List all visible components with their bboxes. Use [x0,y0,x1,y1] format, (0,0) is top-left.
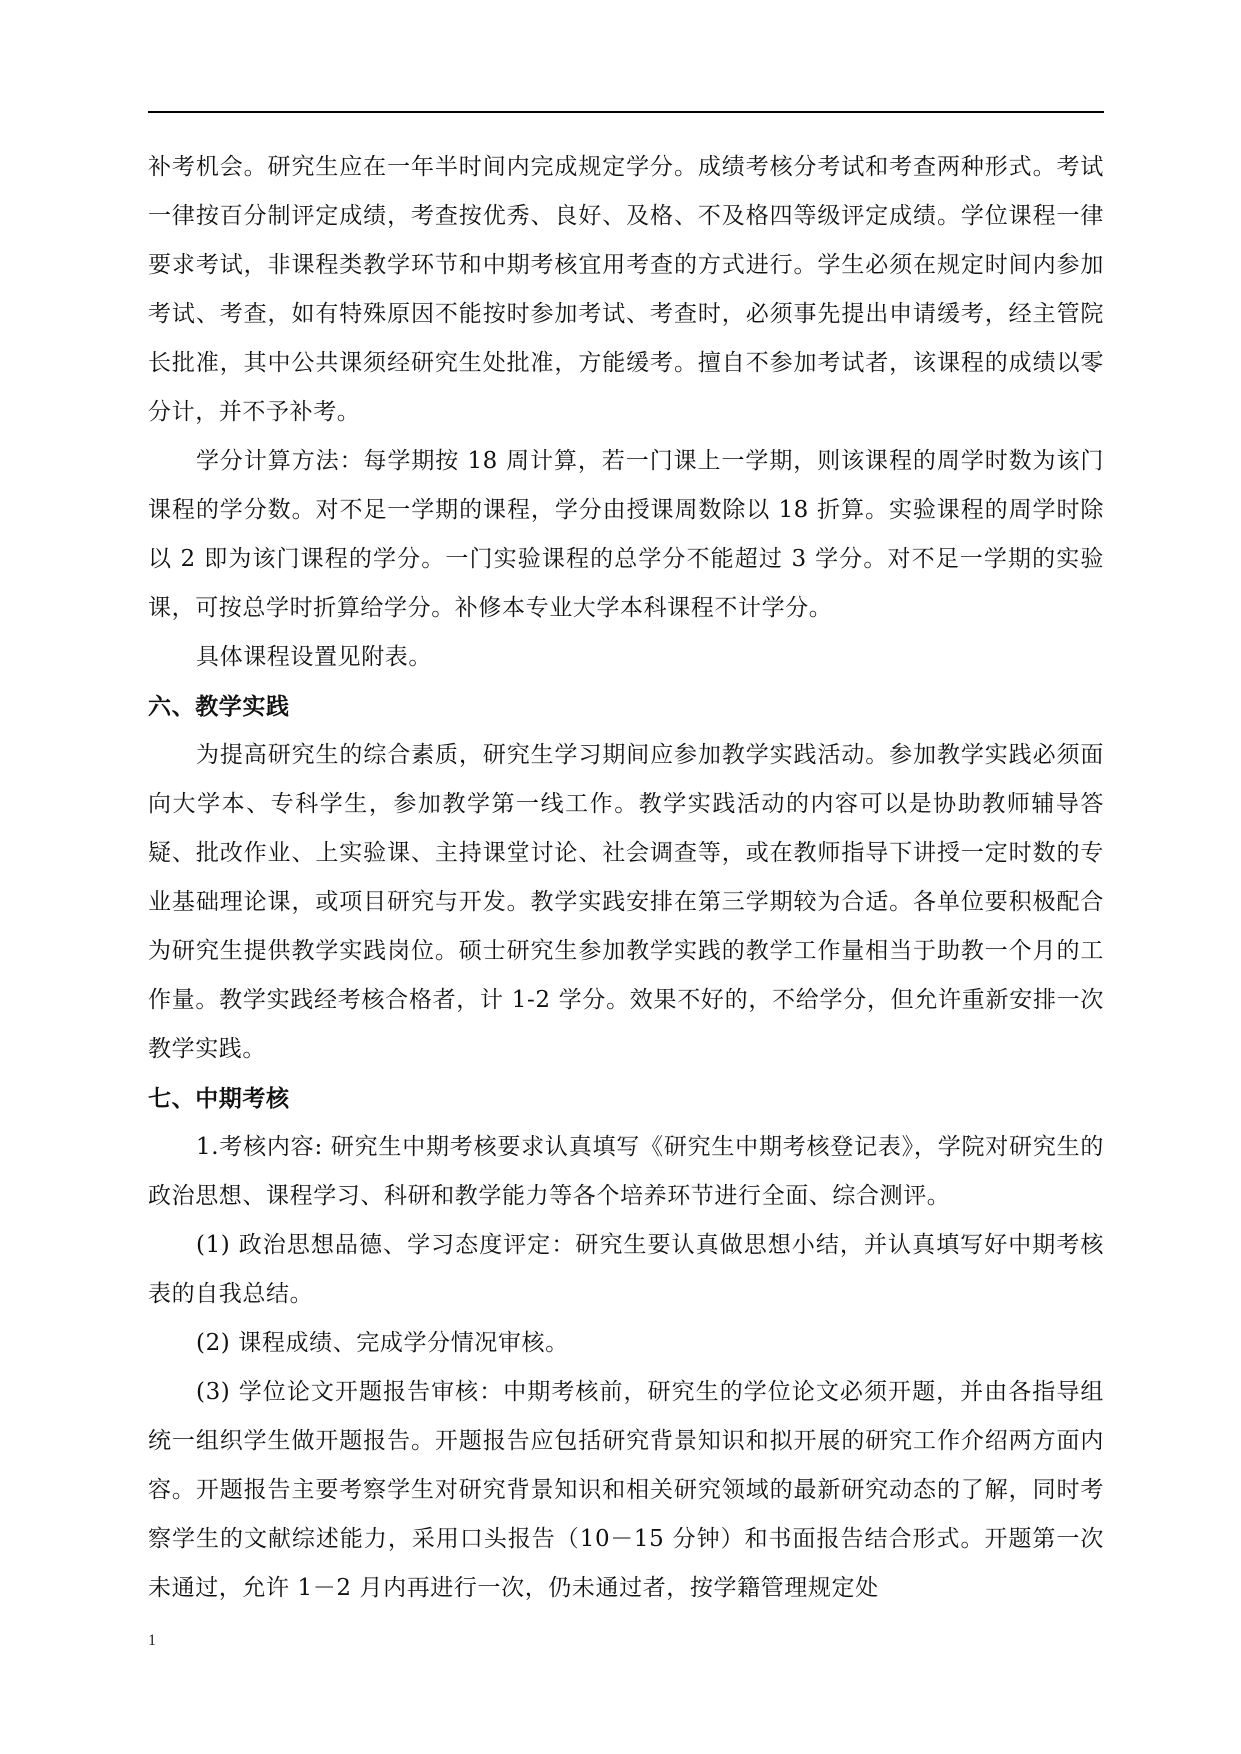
paragraph-item-2: (2) 课程成绩、完成学分情况审核。 [196,1330,569,1356]
paragraph-item-1: (1) 政治思想品德、学习态度评定：研究生要认真做思想小结，并认真填写好中期考核表的自我总结。 [148,1232,1104,1307]
header-rule [148,111,1104,113]
paragraph-review-content: 1.考核内容: 研究生中期考核要求认真填写《研究生中期考核登记表》，学院对研究生的政治思想、课程学习、科研和教学能力等各个培养环节进行全面、综合测评。 [148,1134,1104,1209]
section-heading-midterm-review: 七、中期考核 [148,1085,290,1112]
document-body [148,143,1104,1613]
section-heading-teaching-practice: 六、教学实践 [148,693,290,720]
paragraph-credit-calculation: 学分计算方法：每学期按 18 周计算，若一门课上一学期，则该课程的周学时数为该门课程的学分数。对不足一学期的课程，学分由授课周数除以 18 折算。实验课程的周学时除以 2 即为该门课程的学分。一门实验课程的总学分不能超过 3 学分。对不足一学期的实验课，可按总学时折算给学分。补修本专业大学本科课程不计学分。 [148,448,1104,621]
paragraph-exam-rules: 补考机会。研究生应在一年半时间内完成规定学分。成绩考核分考试和考查两种形式。考试一律按百分制评定成绩，考查按优秀、良好、及格、不及格四等级评定成绩。学位课程一律要求考试，非课程类教学环节和中期考核宜用考查的方式进行。学生必须在规定时间内参加考试、考查，如有特殊原因不能按时参加考试、考查时，必须事先提出申请缓考，经主管院长批准，其中公共课须经研究生处批准，方能缓考。擅自不参加考试者，该课程的成绩以零分计，并不予补考。 [148,154,1104,425]
paragraph-teaching-practice: 为提高研究生的综合素质，研究生学习期间应参加教学实践活动。参加教学实践必须面向大学本、专科学生，参加教学第一线工作。教学实践活动的内容可以是协助教师辅导答疑、批改作业、上实验课、主持课堂讨论、社会调查等，或在教师指导下讲授一定时数的专业基础理论课，或项目研究与开发。教学实践安排在第三学期较为合适。各单位要积极配合为研究生提供教学实践岗位。硕士研究生参加教学实践的教学工作量相当于助教一个月的工作量。教学实践经考核合格者，计 1-2 学分。效果不好的，不给学分，但允许重新安排一次教学实践。 [148,742,1104,1062]
paragraph-course-schedule-note: 具体课程设置见附表。 [196,644,432,670]
page-number: 1 [148,1632,156,1649]
paragraph-item-3: (3) 学位论文开题报告审核：中期考核前，研究生的学位论文必须开题，并由各指导组统一组织学生做开题报告。开题报告应包括研究背景知识和拟开展的研究工作介绍两方面内容。开题报告主要考察学生对研究背景知识和相关研究领域的最新研究动态的了解，同时考察学生的文献综述能力，采用口头报告（10－15 分钟）和书面报告结合形式。开题第一次未通过，允许 1－2 月内再进行一次，仍未通过者，按学籍管理规定处 [148,1379,1104,1601]
